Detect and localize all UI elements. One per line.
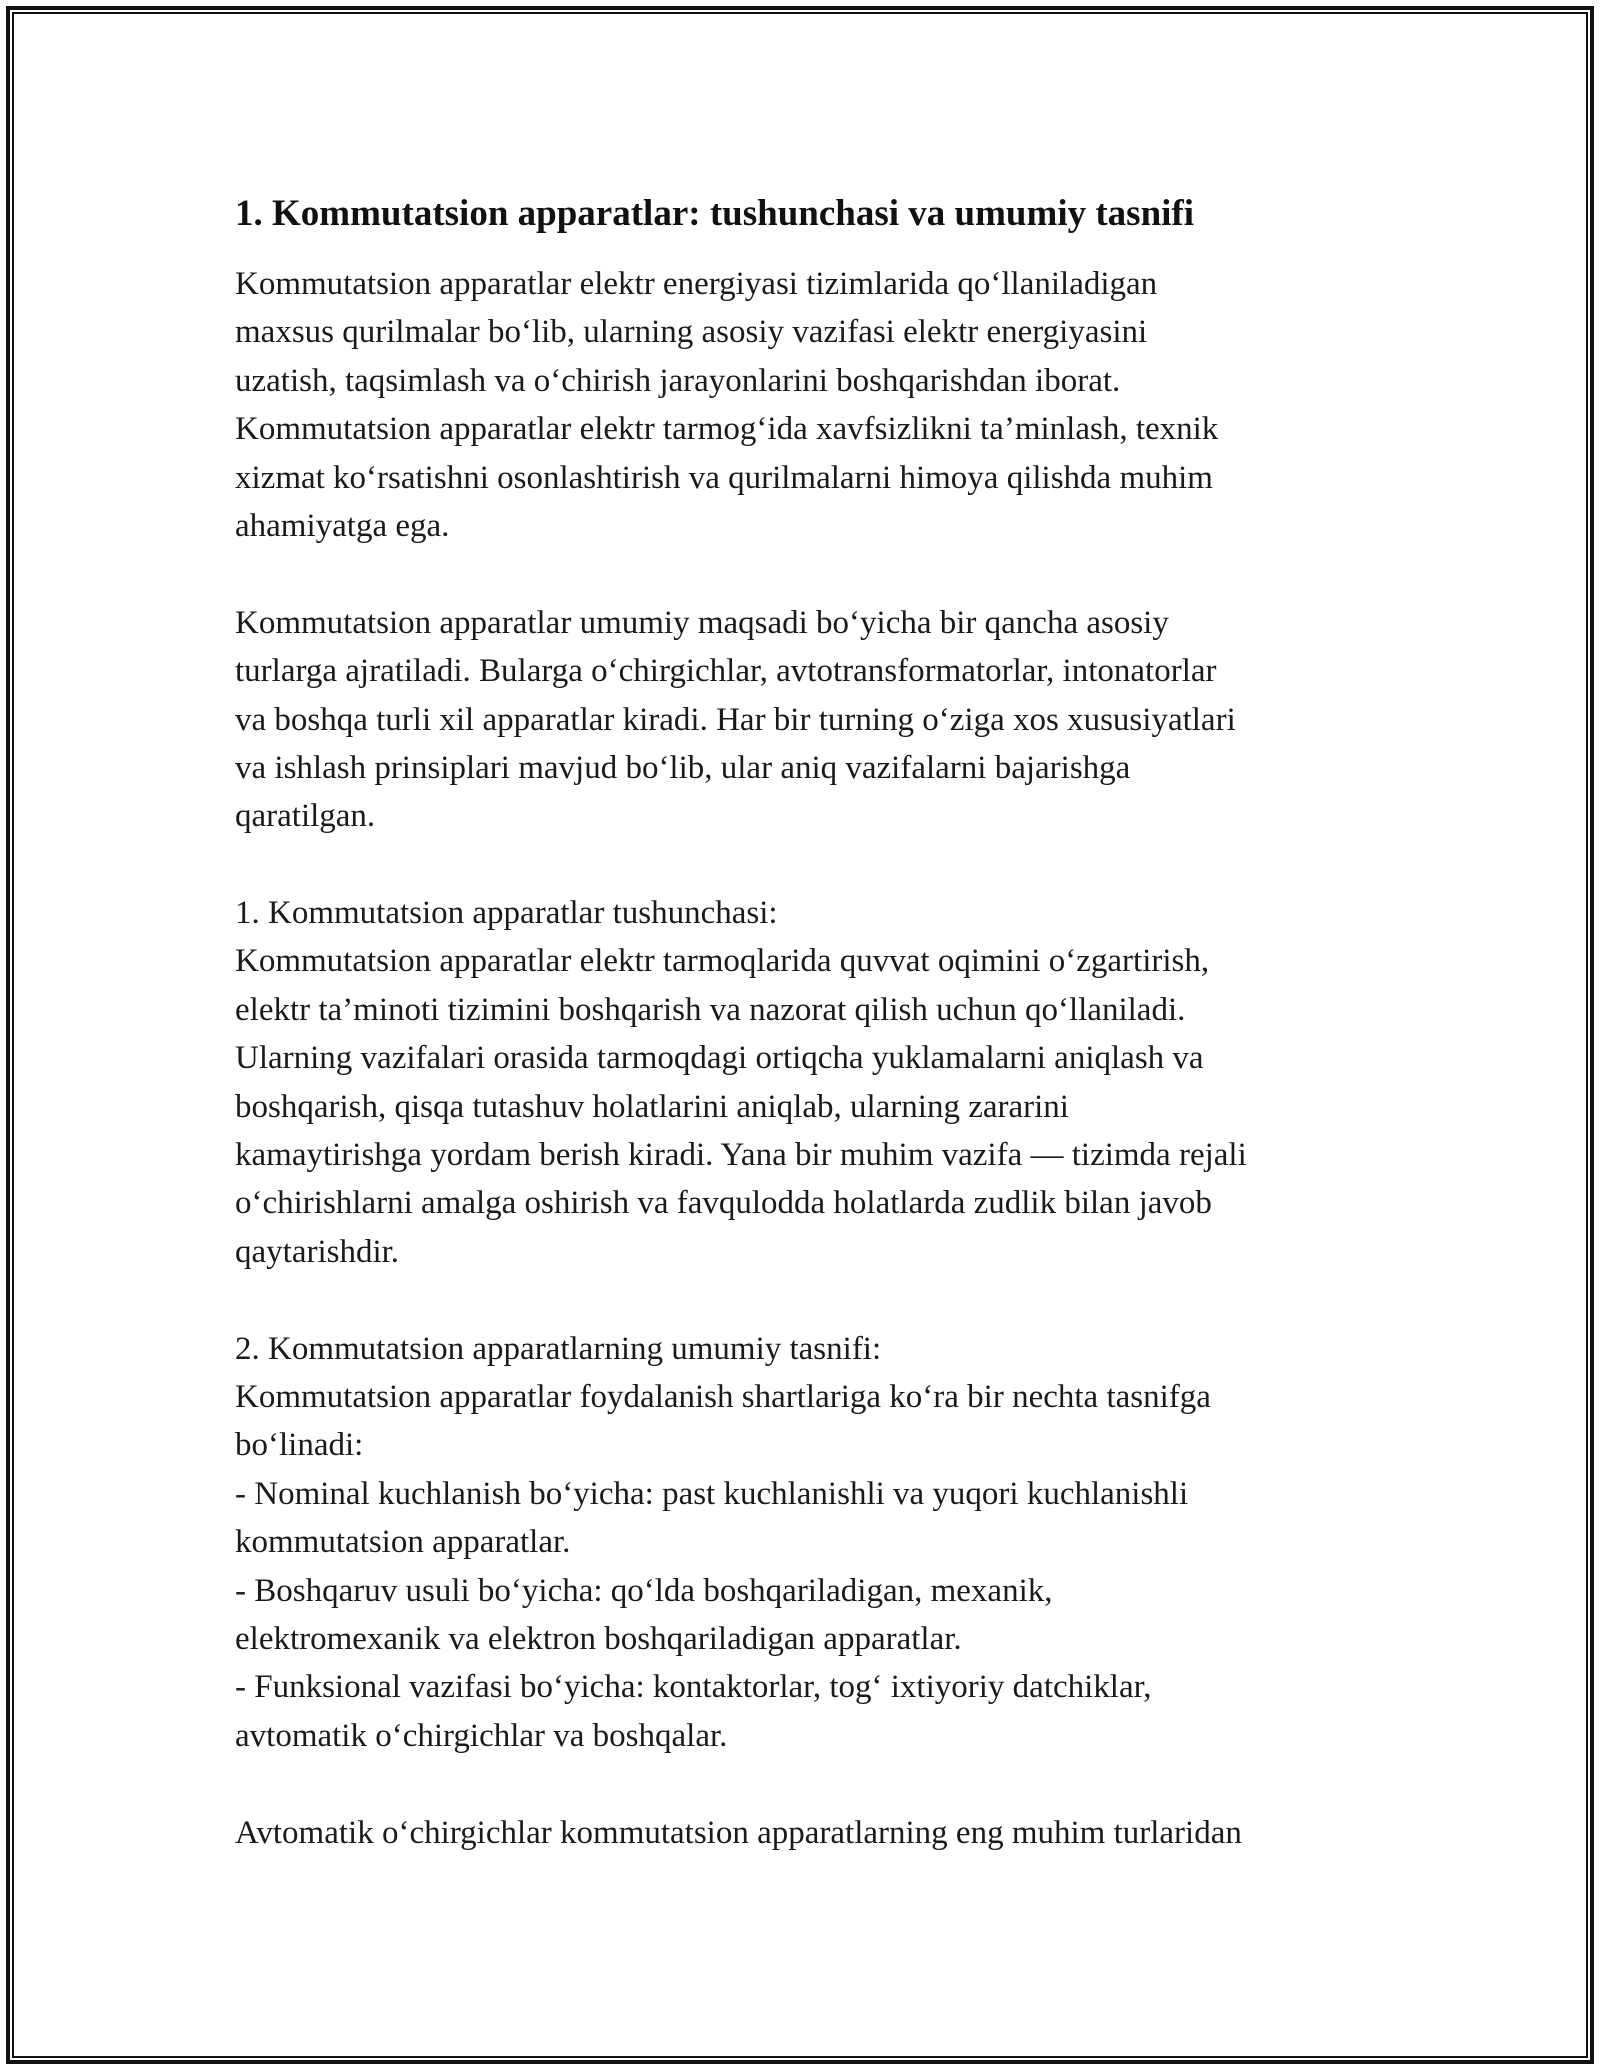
text-line: 2. Kommutatsion apparatlarning umumiy tasnifi: xyxy=(235,1330,882,1367)
text-line: xizmat ko‘rsatishni osonlashtirish va qurilmalarni himoya qilishda muhim xyxy=(235,459,1213,496)
text-line: Kommutatsion apparatlar foydalanish shartlariga ko‘ra bir nechta tasnifga xyxy=(235,1378,1211,1415)
text-line: Kommutatsion apparatlar elektr energiyasi tizimlarida qo‘llaniladigan xyxy=(235,266,1158,302)
text-line: - Nominal kuchlanish bo‘yicha: past kuchlanishli va yuqori kuchlanishli xyxy=(235,1475,1189,1512)
text-line: - Boshqaruv usuli bo‘yicha: qo‘lda boshqariladigan, mexanik, xyxy=(235,1572,1053,1609)
paragraph-types xyxy=(235,599,1385,841)
document-body xyxy=(235,260,1385,1857)
text-line: elektr ta’minoti tizimini boshqarish va nazorat qilish uchun qo‘llaniladi. xyxy=(235,991,1186,1028)
paragraph-classification xyxy=(235,1325,1385,1761)
paragraph-spacer xyxy=(235,841,1385,889)
paragraph-concept xyxy=(235,889,1385,1276)
text-line: bo‘linadi: xyxy=(235,1427,364,1464)
text-line: qaratilgan. xyxy=(235,798,376,835)
text-line: avtomatik o‘chirgichlar va boshqalar. xyxy=(235,1717,728,1754)
paragraph-breakers xyxy=(235,1809,1385,1857)
paragraph-spacer xyxy=(235,1276,1385,1324)
text-line: ahamiyatga ega. xyxy=(235,507,450,544)
text-line: - Funksional vazifasi bo‘yicha: kontaktorlar, tog‘ ixtiyoriy datchiklar, xyxy=(235,1669,1152,1706)
text-line: elektromexanik va elektron boshqariladigan apparatlar. xyxy=(235,1620,962,1657)
text-line: va boshqa turli xil apparatlar kiradi. Har bir turning o‘ziga xos xususiyatlari xyxy=(235,701,1236,738)
text-line: uzatish, taqsimlash va o‘chirish jarayonlarini boshqarishdan iborat. xyxy=(235,362,1121,399)
text-line: Ularning vazifalari orasida tarmoqdagi ortiqcha yuklamalarni aniqlash va xyxy=(235,1040,1204,1077)
text-line: 1. Kommutatsion apparatlar tushunchasi: xyxy=(235,895,778,932)
text-line: Kommutatsion apparatlar elektr tarmoqlarida quvvat oqimini o‘zgartirish, xyxy=(235,943,1210,980)
paragraph-intro xyxy=(235,260,1385,550)
document-content xyxy=(235,190,1385,1857)
text-line: kamaytirishga yordam berish kiradi. Yana bir muhim vazifa — tizimda rejali xyxy=(235,1137,1247,1174)
text-line: Kommutatsion apparatlar umumiy maqsadi bo‘yicha bir qancha asosiy xyxy=(235,604,1169,641)
text-line: va ishlash prinsiplari mavjud bo‘lib, ular aniq vazifalarni bajarishga xyxy=(235,749,1131,786)
text-line: Avtomatik o‘chirgichlar kommutatsion apparatlarning eng muhim turlaridan xyxy=(235,1814,1242,1851)
text-line: turlarga ajratiladi. Bularga o‘chirgichlar, avtotransformatorlar, intonatorlar xyxy=(235,653,1217,690)
text-line: maxsus qurilmalar bo‘lib, ularning asosiy vazifasi elektr energiyasini xyxy=(235,314,1148,351)
paragraph-spacer xyxy=(235,1760,1385,1808)
text-line: Kommutatsion apparatlar elektr tarmog‘ida xavfsizlikni ta’minlash, texnik xyxy=(235,411,1219,448)
text-line: o‘chirishlarni amalga oshirish va favqulodda holatlarda zudlik bilan javob xyxy=(235,1185,1212,1222)
document-title: 1. Kommutatsion apparatlar: tushunchasi va umumiy tasnifi xyxy=(235,193,1195,234)
text-line: kommutatsion apparatlar. xyxy=(235,1524,571,1561)
text-line: boshqarish, qisqa tutashuv holatlarini aniqlab, ularning zararini xyxy=(235,1088,1069,1125)
paragraph-spacer xyxy=(235,550,1385,598)
text-line: qaytarishdir. xyxy=(235,1233,400,1270)
